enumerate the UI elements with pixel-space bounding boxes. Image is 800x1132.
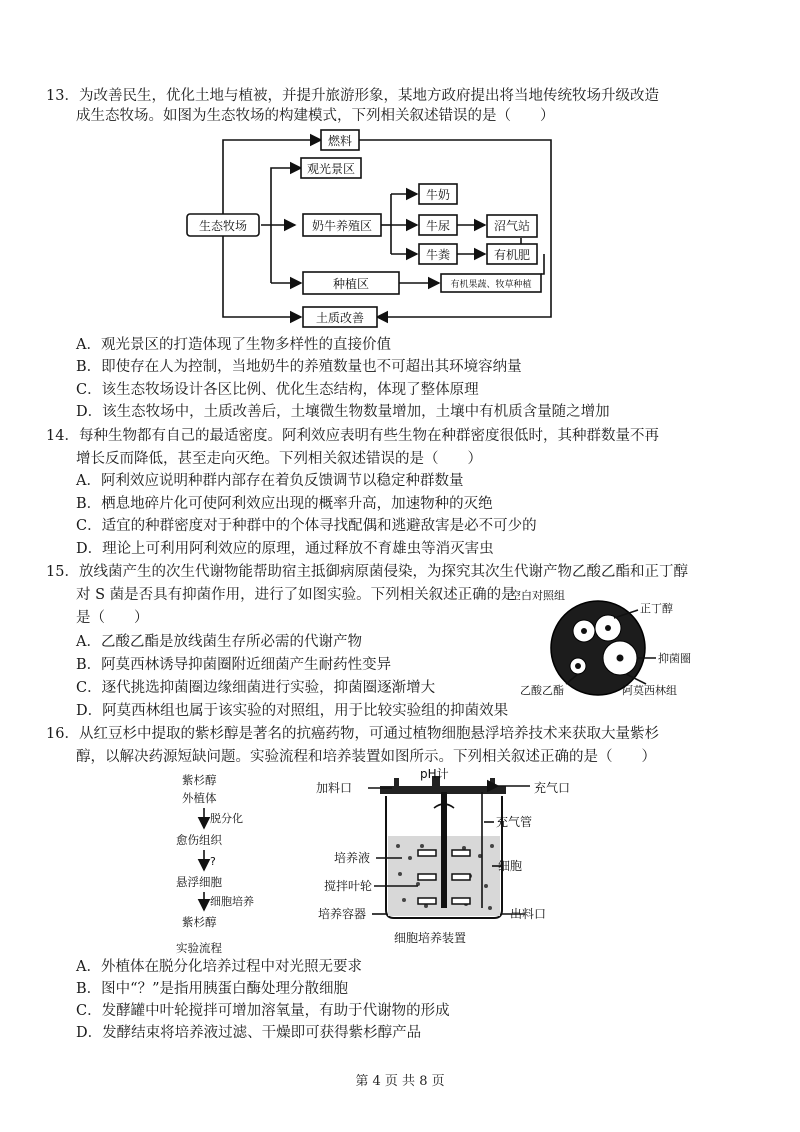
q13-stem-line2: 成生态牧场。如图为生态牧场的构建模式，下列相关叙述错误的是（ ）	[76, 108, 555, 124]
label-medium: 培养液	[334, 851, 371, 865]
label-gas-tube: 充气管	[496, 815, 533, 829]
q15-stem-line1: 15．放线菌产生的次生代谢物能帮助宿主抵御病原菌侵染，为探究其次生代谢产物乙酸乙酯和正丁醇	[46, 564, 688, 580]
flow-step1b: 外植体	[182, 791, 217, 805]
label-gas-in: 充气口	[534, 781, 571, 795]
q16-stem-line2: 醇，以解决药源短缺问题。实验流程和培养装置如图所示。下列相关叙述正确的是（ ）	[76, 749, 656, 765]
q16-bioreactor-diagram	[314, 766, 604, 956]
flow-step2: 愈伤组织	[176, 833, 222, 847]
node-crops: 有机果蔬、牧草种植	[450, 280, 532, 290]
label-amox: 阿莫西林组	[622, 684, 677, 697]
q15-option-d: D．阿莫西林组也属于该实验的对照组，用于比较实验组的抑菌效果	[76, 703, 509, 719]
label-feed: 加料口	[316, 781, 353, 795]
flow-arrow1: 脱分化	[210, 812, 243, 825]
flow-arrow3: 细胞培养	[210, 895, 254, 908]
q15-option-b: B．阿莫西林诱导抑菌圈附近细菌产生耐药性变异	[76, 657, 392, 673]
q15-stem-line3: 是（ ）	[76, 610, 149, 626]
q15-petri-dish-diagram	[506, 586, 776, 698]
q14-option-d: D．理论上可利用阿利效应的原理，通过释放不育雄虫等消灭害虫	[76, 541, 494, 557]
q14-option-a: A．阿利效应说明种群内部存在着负反馈调节以稳定种群数量	[76, 473, 464, 489]
q13-option-d: D．该生态牧场中，土质改善后，土壤微生物数量增加，土壤中有机质含量随之增加	[76, 404, 610, 420]
label-outlet: 出料口	[510, 907, 547, 921]
flow-step3: 悬浮细胞	[176, 875, 222, 889]
label-blank-control: 空白对照组	[510, 589, 565, 602]
node-urine: 牛尿	[425, 219, 451, 233]
q16-flow-diagram	[168, 770, 278, 956]
node-fuel: 燃料	[327, 134, 353, 148]
q13-option-c: C．该生态牧场设计各区比例、优化生态结构，体现了整体原理	[76, 382, 479, 398]
node-dung: 牛粪	[425, 248, 451, 262]
q16-stem-line1: 16．从红豆杉中提取的紫杉醇是著名的抗癌药物，可通过植物细胞悬浮培养技术来获取大量紫杉	[46, 726, 659, 742]
node-organic: 有机肥	[493, 248, 531, 262]
q16-option-c: C．发酵罐中叶轮搅拌可增加溶氧量，有助于代谢物的形成	[76, 1003, 450, 1019]
node-biogas: 沼气站	[493, 219, 531, 233]
q16-option-b: B．图中“？”是指用胰蛋白酶处理分散细胞	[76, 981, 348, 997]
node-tourism: 观光景区	[306, 162, 356, 176]
q13-option-b: B．即使存在人为控制，当地奶牛的养殖数量也不可超出其环境容纳量	[76, 359, 522, 375]
node-dairy: 奶牛养殖区	[311, 219, 373, 233]
label-ethyl: 乙酸乙酯	[520, 684, 564, 697]
apparatus-caption: 细胞培养装置	[394, 931, 467, 945]
label-ph: pH计	[420, 767, 449, 781]
q14-stem-line1: 14．每种生物都有自己的最适密度。阿利效应表明有些生物在种群密度很低时，其种群数量不再	[46, 428, 659, 444]
page-footer: 第 4 页 共 8 页	[355, 1074, 445, 1089]
flow-step4: 紫杉醇	[182, 915, 217, 929]
q14-option-c: C．适宜的种群密度对于种群中的个体寻找配偶和逃避敌害是必不可少的	[76, 518, 537, 534]
flow-arrow2: ?	[210, 855, 216, 868]
label-butanol: 正丁醇	[640, 602, 673, 615]
q14-stem-line2: 增长反而降低，甚至走向灭绝。下列相关叙述错误的是（ ）	[76, 451, 482, 467]
q16-option-a: A．外植体在脱分化培养过程中对光照无要求	[76, 959, 362, 975]
label-impeller: 搅拌叶轮	[324, 879, 373, 893]
node-soil: 土质改善	[315, 311, 365, 325]
q14-option-b: B．栖息地碎片化可使阿利效应出现的概率升高，加速物种的灭绝	[76, 496, 493, 512]
node-ranch: 生态牧场	[198, 219, 248, 233]
q16-option-d: D．发酵结束将培养液过滤、干燥即可获得紫杉醇产品	[76, 1025, 422, 1041]
label-vessel: 培养容器	[318, 907, 367, 921]
node-milk: 牛奶	[425, 188, 451, 202]
q15-option-c: C．逐代挑选抑菌圈边缘细菌进行实验，抑菌圈逐渐增大	[76, 680, 436, 696]
flow-step1a: 紫杉醇	[182, 773, 217, 787]
q15-option-a: A．乙酸乙酯是放线菌生存所必需的代谢产物	[76, 634, 362, 650]
label-zone: 抑菌圈	[658, 652, 691, 665]
flow-caption: 实验流程	[176, 941, 222, 955]
node-planting: 种植区	[332, 277, 370, 291]
q13-stem-line1: 13．为改善民生，优化土地与植被，并提升旅游形象，某地方政府提出将当地传统牧场升级改造	[46, 88, 659, 104]
q13-option-a: A．观光景区的打造体现了生物多样性的直接价值	[76, 337, 391, 353]
q15-stem-line2: 对 S 菌是否具有抑菌作用，进行了如图实验。下列相关叙述正确的是	[76, 587, 516, 603]
label-cells: 细胞	[498, 859, 523, 873]
q13-ecosystem-diagram	[185, 126, 555, 332]
